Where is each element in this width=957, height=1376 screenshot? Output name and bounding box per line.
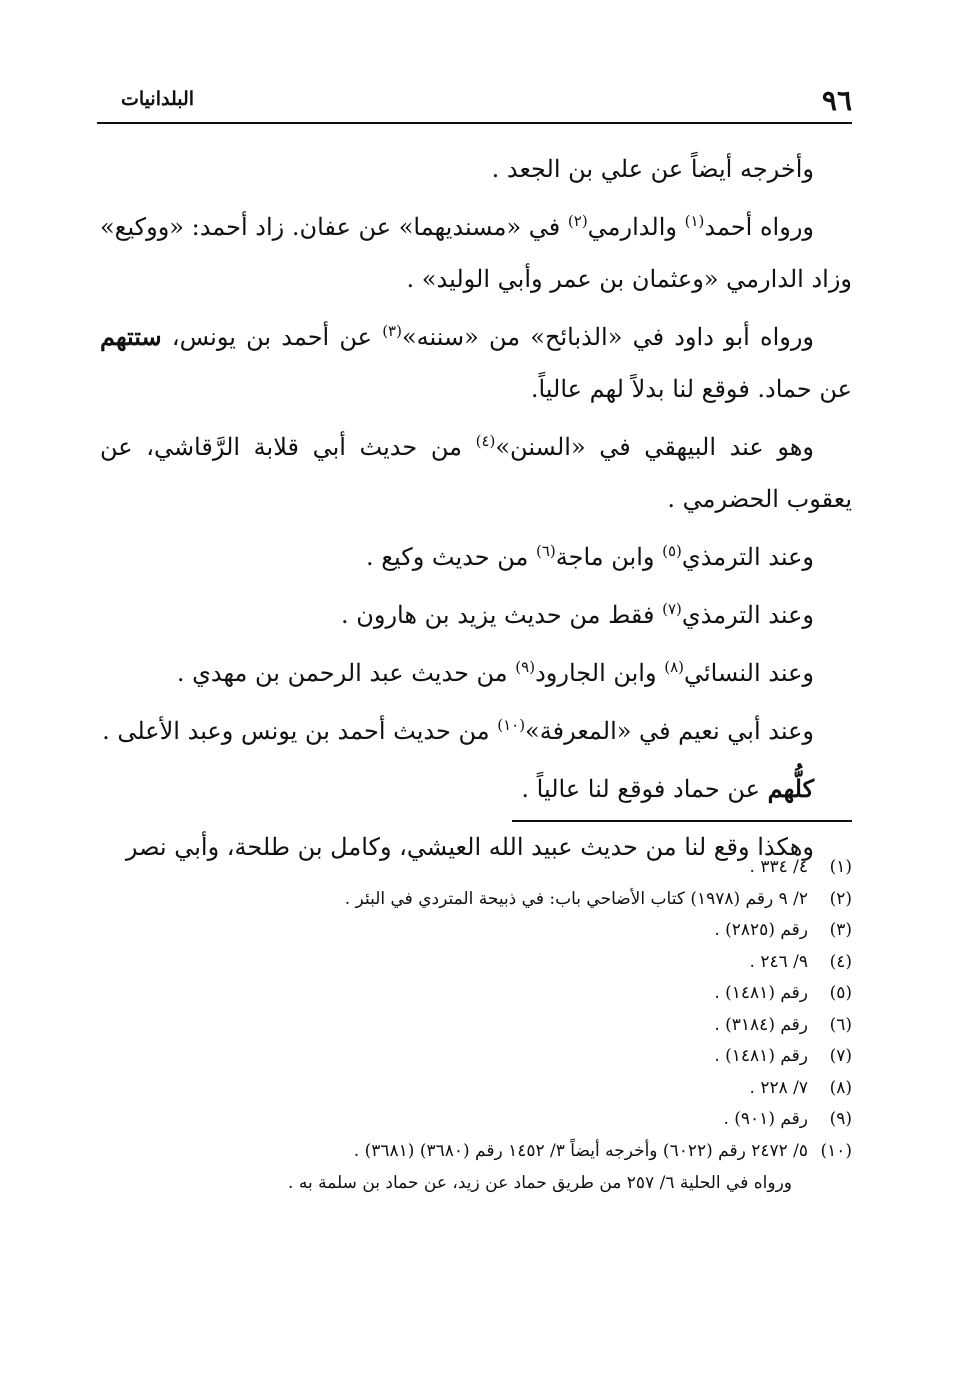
text-run: وعند النسائي bbox=[683, 659, 814, 687]
page-header bbox=[97, 78, 852, 124]
footnote-item bbox=[92, 1104, 852, 1136]
text-run-bold: كلُّهم bbox=[767, 774, 814, 803]
paragraph-3 bbox=[100, 311, 852, 415]
footnote-ref: (٨) bbox=[664, 658, 684, 676]
text-run: وعند الترمذي bbox=[681, 601, 814, 629]
footnote-number: (٩) bbox=[829, 1109, 852, 1129]
paragraph-7 bbox=[100, 647, 852, 699]
text-run: عن حماد فوقع لنا عالياً . bbox=[521, 775, 768, 803]
footnote-ref: (٣) bbox=[382, 322, 402, 340]
footnote-number: (٧) bbox=[829, 1046, 852, 1066]
footnote-number: (٣) bbox=[829, 920, 852, 940]
running-title: البلدانيات bbox=[121, 88, 195, 110]
text-run: وابن ماجة bbox=[555, 543, 663, 571]
footnote-text: ٧/ ٢٢٨ . bbox=[749, 1077, 808, 1098]
footnote-item bbox=[92, 884, 852, 916]
footnote-separator bbox=[512, 820, 852, 822]
text-run: عن أحمد بن يونس، bbox=[161, 323, 383, 351]
footnote-ref: (٢) bbox=[567, 212, 588, 230]
footnote-item bbox=[92, 1073, 852, 1105]
text-run: في «مسنديهما» عن عفان. زاد أحمد: «ووكيع» وزاد الدارمي «وعثمان بن عمر وأبي الوليد» . bbox=[99, 213, 852, 293]
paragraph-6 bbox=[100, 589, 852, 641]
paragraph-2 bbox=[100, 201, 852, 305]
footnote-number: (٢) bbox=[829, 888, 852, 909]
footnote-item bbox=[92, 947, 852, 979]
text-run: فقط من حديث يزيد بن هارون . bbox=[340, 601, 663, 629]
text-run: وابن الجارود bbox=[535, 659, 665, 687]
paragraph-4 bbox=[100, 421, 852, 525]
footnote-number: (٥) bbox=[829, 983, 852, 1003]
footnote-ref: (٦) bbox=[536, 542, 556, 560]
footnote-item bbox=[92, 1041, 852, 1073]
text-run-bold: ستتهم bbox=[100, 322, 162, 351]
footnotes bbox=[92, 852, 852, 1199]
text-run: من حديث أحمد بن يونس وعبد الأعلى . bbox=[102, 717, 498, 745]
text-run: من حديث عبد الرحمن بن مهدي . bbox=[176, 659, 516, 687]
text-run: ورواه أحمد bbox=[704, 213, 814, 241]
footnote-text: رقم (٩٠١) . bbox=[723, 1109, 808, 1129]
text-run: وهو عند البيهقي في «السنن» bbox=[495, 433, 814, 461]
text-run: وعند الترمذي bbox=[681, 543, 814, 571]
text-run: والدارمي bbox=[587, 213, 685, 241]
footnote-text: رقم (١٤٨١) . bbox=[714, 1046, 808, 1066]
footnote-continuation: ورواه في الحلية ٦/ ٢٥٧ من طريق حماد عن زيد، عن حماد بن سلمة به . bbox=[288, 1173, 792, 1193]
paragraph-8 bbox=[100, 705, 852, 757]
paragraph-1: وأخرجه أيضاً عن علي بن الجعد . bbox=[491, 155, 814, 183]
text-run: من حديث أبي قلابة الرَّقاشي، عن يعقوب الحضرمي . bbox=[100, 433, 852, 513]
main-text bbox=[100, 143, 852, 879]
text-run: وعند أبي نعيم في «المعرفة» bbox=[525, 717, 814, 745]
footnote-ref: (٥) bbox=[662, 542, 682, 560]
footnote-number: (١) bbox=[829, 857, 852, 877]
footnote-item bbox=[92, 852, 852, 884]
footnote-item bbox=[92, 915, 852, 947]
footnote-text: رقم (٢٨٢٥) . bbox=[714, 920, 808, 940]
page-number: ٩٦ bbox=[821, 84, 852, 117]
text-run: عن حماد. فوقع لنا بدلاً لهم عالياً. bbox=[530, 375, 852, 403]
footnote-ref: (٩) bbox=[515, 658, 536, 676]
footnote-number: (٨) bbox=[829, 1077, 852, 1098]
footnote-text: رقم (١٤٨١) . bbox=[714, 983, 808, 1003]
footnote-ref: (٤) bbox=[475, 432, 496, 450]
text-run: ورواه أبو داود في «الذبائح» من «سننه» bbox=[401, 323, 815, 351]
footnote-text: ٢/ ٩ رقم (١٩٧٨) كتاب الأضاحي باب: في ذبيحة المتردي في البئر . bbox=[344, 888, 808, 909]
footnote-text: ٤/ ٣٣٤ . bbox=[749, 857, 808, 877]
footnote-ref: (١٠) bbox=[497, 716, 526, 734]
footnote-text: ٥/ ٢٤٧٢ رقم (٦٠٢٢) وأخرجه أيضاً ٣/ ١٤٥٢ رقم (٣٦٨٠) (٣٦٨١) . bbox=[353, 1140, 808, 1161]
paragraph-10: وهكذا وقع لنا من حديث عبيد الله العيشي، وكامل بن طلحة، وأبي نصر bbox=[125, 833, 814, 861]
footnote-item bbox=[92, 1136, 852, 1168]
footnote-item bbox=[92, 978, 852, 1010]
footnote-ref: (١) bbox=[684, 212, 705, 230]
footnote-text: ٩/ ٢٤٦ . bbox=[749, 951, 808, 972]
paragraph-9 bbox=[100, 763, 852, 815]
footnote-number: (٦) bbox=[829, 1014, 852, 1035]
paragraph-5 bbox=[100, 531, 852, 583]
footnote-item bbox=[92, 1010, 852, 1042]
footnote-text: رقم (٣١٨٤) . bbox=[714, 1014, 808, 1035]
footnote-number: (٤) bbox=[829, 951, 852, 972]
footnote-ref: (٧) bbox=[662, 600, 682, 618]
footnote-number: (١٠) bbox=[820, 1140, 852, 1161]
text-run: من حديث وكيع . bbox=[366, 543, 536, 571]
